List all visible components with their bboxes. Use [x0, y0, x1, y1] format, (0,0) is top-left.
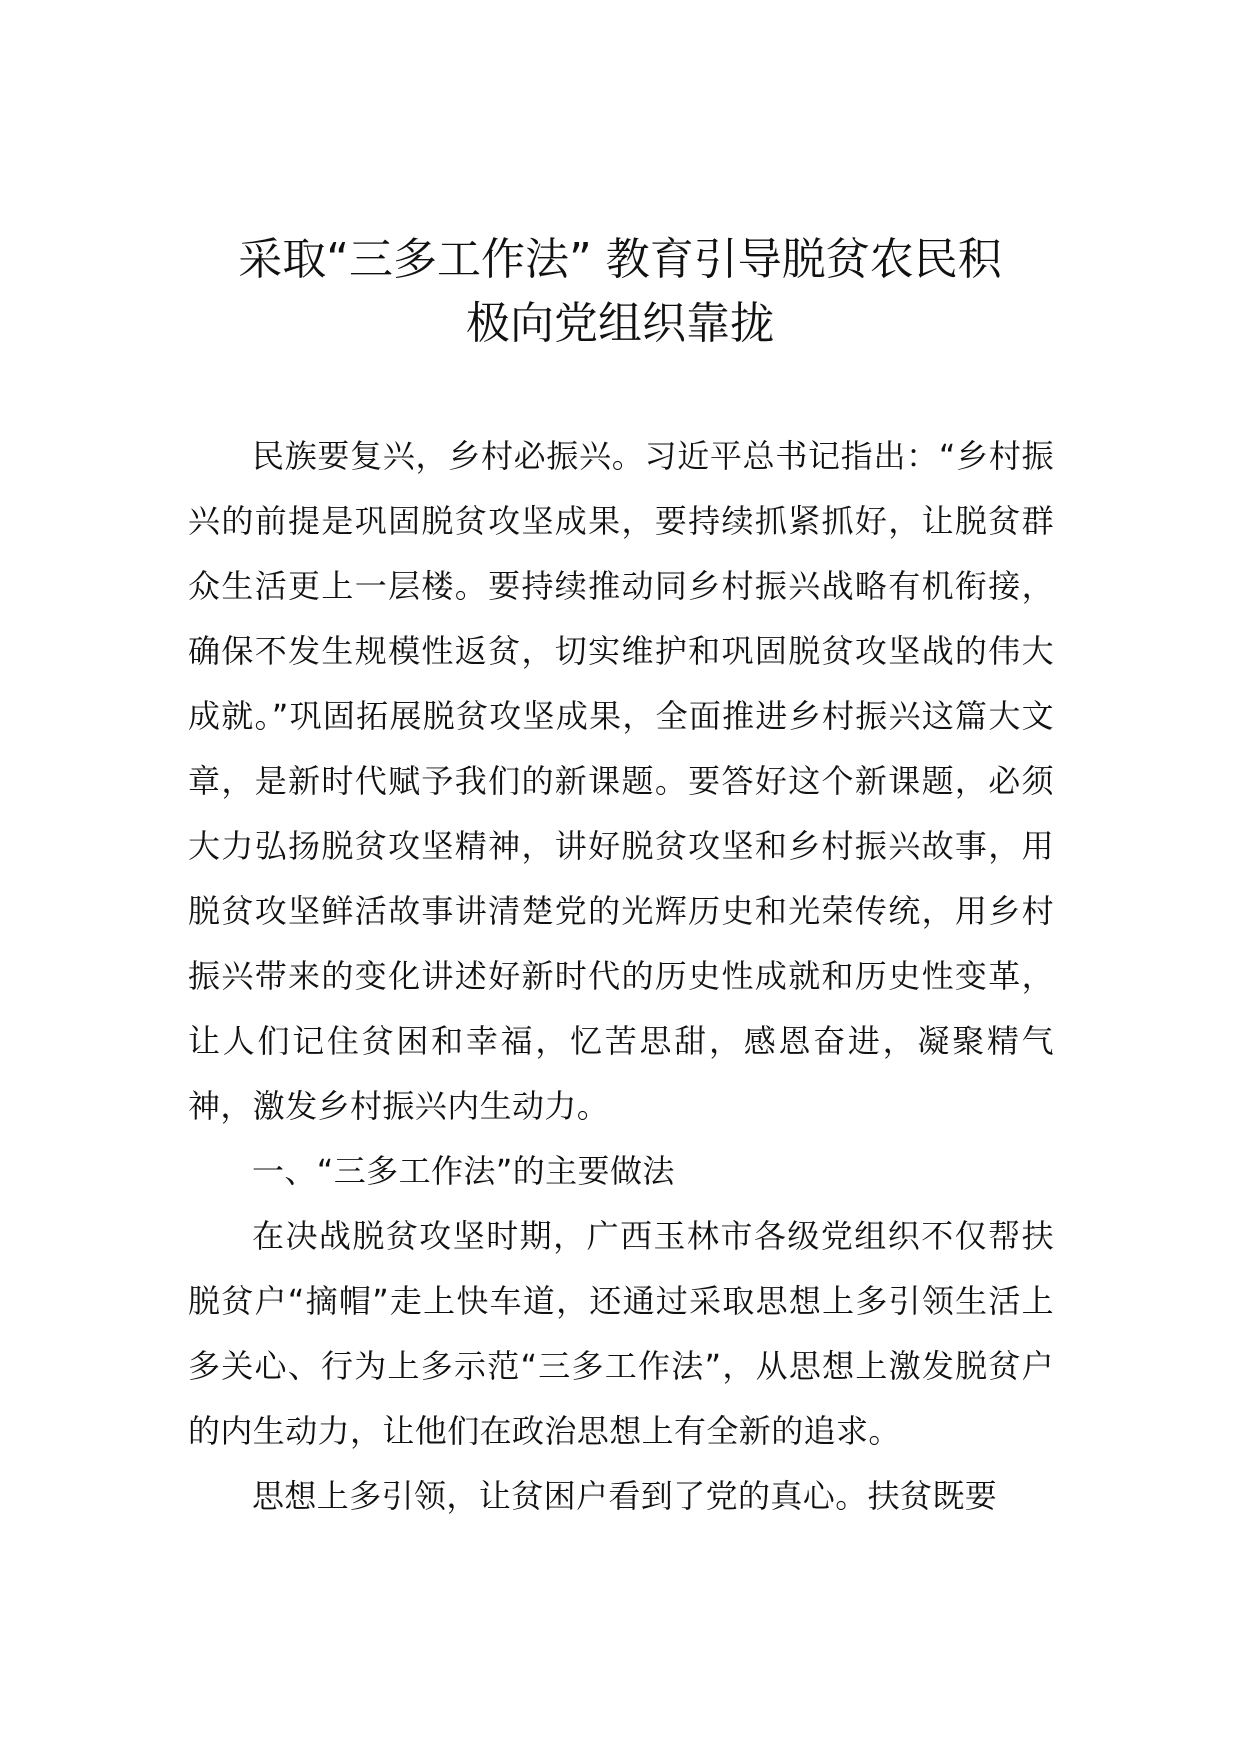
- section-paragraph-2: 思想上多引领，让贫困户看到了党的真心。扶贫既要: [252, 1477, 998, 1515]
- intro-paragraph: 民族要复兴，乡村必振兴。习近平总书记指出：“乡村振兴的前提是巩固脱贫攻坚成果，要持续抓紧抓好，让脱贫群众生活更上一层楼。要持续推动同乡村振兴战略有机衔接，确保不发生规模性返贫，切实维护和巩固脱贫攻坚战的伟大成就。”巩固拓展脱贫攻坚成果，全面推进乡村振兴这篇大文章，是新时代赋予我们的新课题。要答好这个新课题，必须大力弘扬脱贫攻坚精神，讲好脱贫攻坚和乡村振兴故事，用脱贫攻坚鲜活故事讲清楚党的光辉历史和光荣传统，用乡村振兴带来的变化讲述好新时代的历史性成就和历史性变革，让人们记住贫困和幸福，忆苦思甜，感恩奋进，凝聚精气神，激发乡村振兴内生动力。: [188, 437, 1054, 1125]
- title-line-1: 采取“三多工作法” 教育引导脱贫农民积: [238, 234, 1002, 285]
- title-line-2: 极向党组织靠拢: [466, 298, 774, 349]
- section-heading: 一、“三多工作法”的主要做法: [252, 1152, 675, 1190]
- section-paragraph-1: 在决战脱贫攻坚时期，广西玉林市各级党组织不仅帮扶脱贫户“摘帽”走上快车道，还通过采取思想上多引领生活上多关心、行为上多示范“三多工作法”，从思想上激发脱贫户的内生动力，让他们在政治思想上有全新的追求。: [188, 1217, 1054, 1450]
- document-body: [188, 424, 1054, 1529]
- document-title: [160, 228, 1080, 356]
